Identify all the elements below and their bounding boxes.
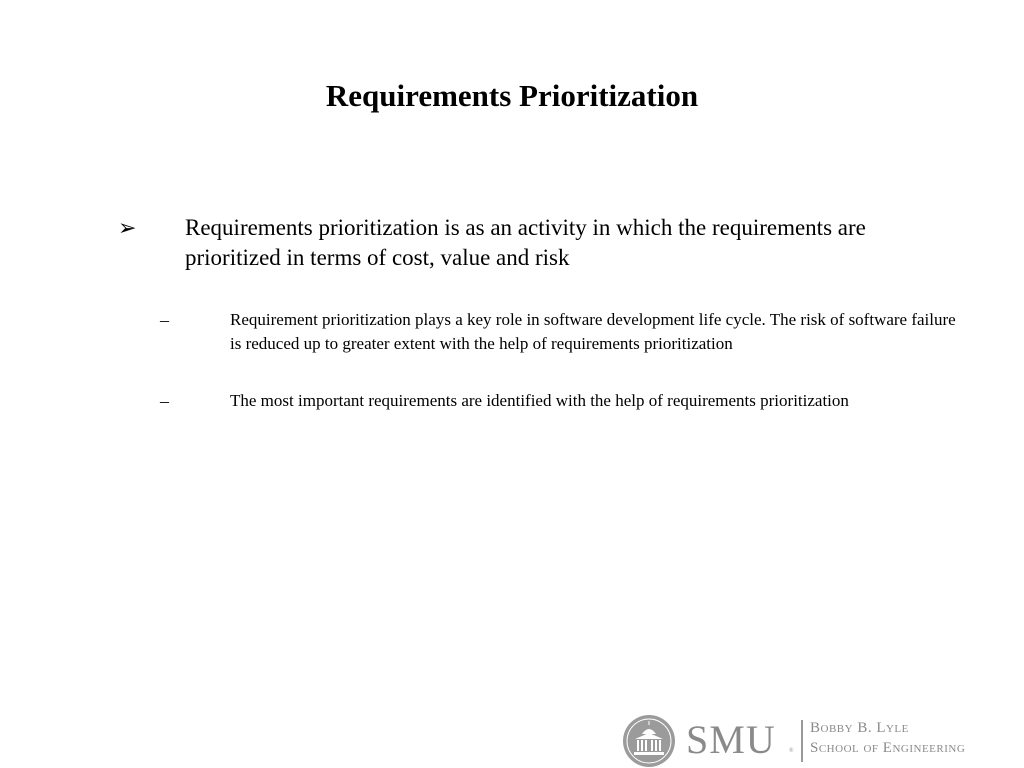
school-name-line1: Bobby B. Lyle	[810, 720, 909, 736]
smu-lyle-logo	[618, 712, 1024, 768]
dash-bullet-icon: –	[160, 391, 169, 411]
arrow-bullet-icon: ➢	[118, 215, 137, 240]
trademark-symbol: ®	[789, 748, 794, 754]
sub-bullet-text: The most important requirements are identified with the help of requirements prioritization	[230, 391, 849, 410]
dash-bullet-icon: –	[160, 310, 169, 330]
smu-seal-icon	[618, 712, 680, 768]
smu-wordmark: SMU	[686, 717, 776, 762]
slide-title: Requirements Prioritization	[325, 78, 699, 113]
school-name	[810, 718, 965, 758]
logo-divider	[801, 720, 803, 762]
school-name-line2: School of Engineering	[810, 740, 966, 756]
sub-bullet-text: Requirement prioritization plays a key role in software development life cycle. The risk of software failure is reduced up to greater extent with the help of requirements prioritization	[230, 310, 956, 353]
main-bullet-text: Requirements prioritization is as an activity in which the requirements are prioritized in terms of cost, value and risk	[185, 215, 866, 270]
